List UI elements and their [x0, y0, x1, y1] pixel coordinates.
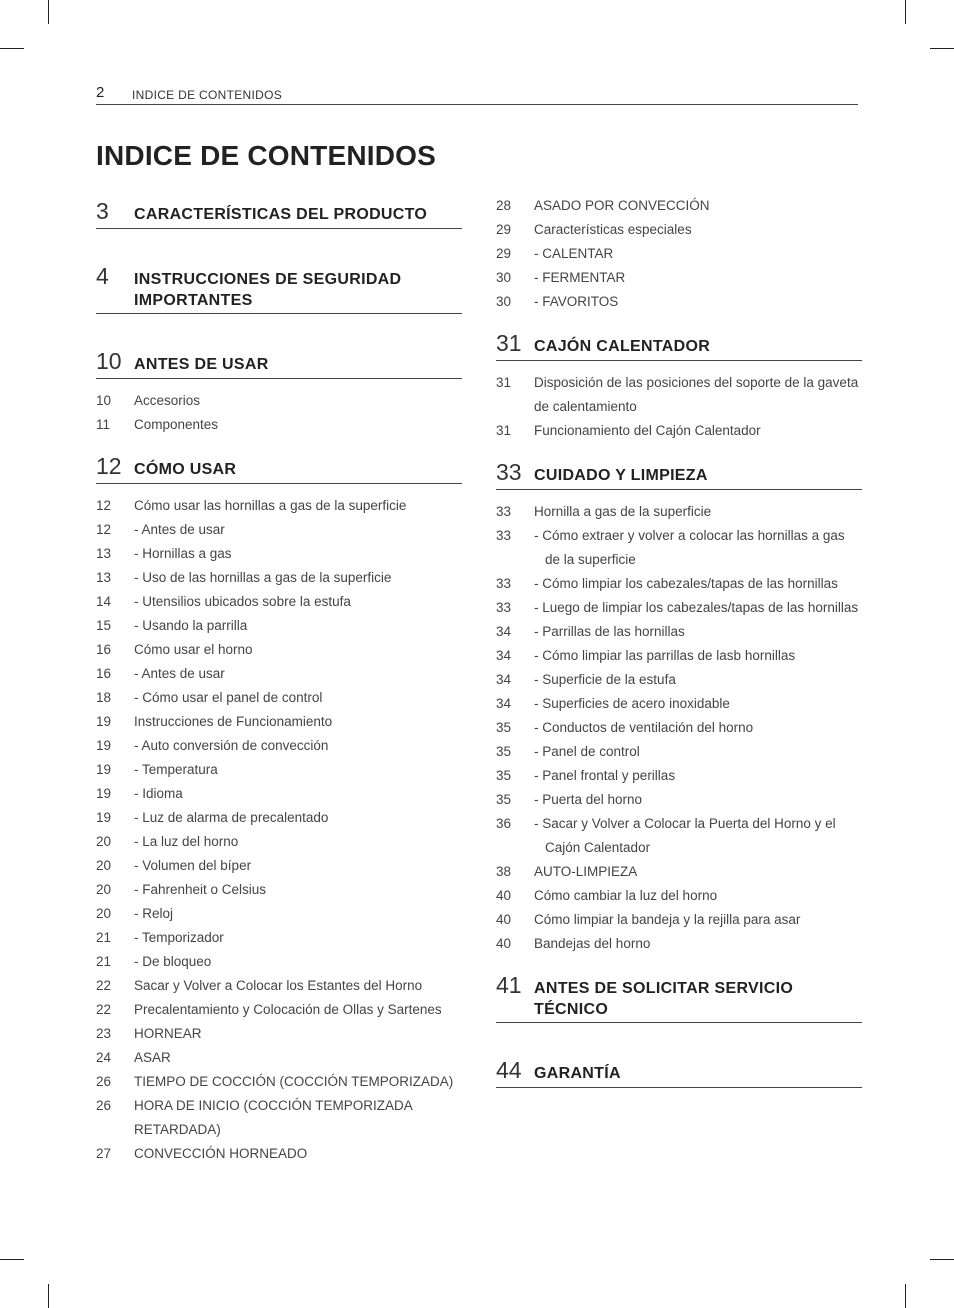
- toc-entry[interactable]: [496, 812, 862, 860]
- entry-page: 35: [496, 720, 512, 735]
- toc-entry[interactable]: [96, 638, 462, 662]
- entry-page: 16: [96, 642, 112, 657]
- toc-entry[interactable]: [96, 1094, 462, 1142]
- toc-entry[interactable]: [496, 692, 862, 716]
- toc-entry[interactable]: [496, 716, 862, 740]
- entry-page: 34: [496, 696, 512, 711]
- toc-section[interactable]: [496, 970, 862, 1023]
- entry-page: 20: [96, 906, 112, 921]
- toc-entry[interactable]: [96, 590, 462, 614]
- toc-entry[interactable]: [96, 1022, 462, 1046]
- toc-entry[interactable]: [496, 572, 862, 596]
- entry-text: - Volumen del bíper: [134, 858, 252, 873]
- crop-mark: [48, 1284, 49, 1308]
- entry-text: Características especiales: [534, 222, 692, 237]
- toc-entry[interactable]: [496, 194, 862, 218]
- entry-text: - Usando la parrilla: [134, 618, 248, 633]
- section-title: CARACTERÍSTICAS DEL PRODUCTO: [134, 206, 428, 223]
- entry-text: - Reloj: [134, 906, 174, 921]
- entry-page: 19: [96, 738, 112, 753]
- toc-entry[interactable]: [96, 662, 462, 686]
- toc-entry[interactable]: [96, 1142, 462, 1166]
- entry-text: Disposición de las posiciones del soporte de la gaveta de calentamiento: [534, 375, 859, 414]
- toc-entry[interactable]: [96, 1070, 462, 1094]
- toc-left-column: [96, 196, 462, 1166]
- entry-page: 19: [96, 786, 112, 801]
- entry-text: HORNEAR: [134, 1026, 202, 1041]
- toc-entry[interactable]: [96, 734, 462, 758]
- entry-page: 21: [96, 930, 112, 945]
- running-header: [96, 84, 858, 105]
- toc-entries: [496, 371, 862, 443]
- toc-entry[interactable]: [96, 854, 462, 878]
- entry-page: 26: [96, 1074, 112, 1089]
- crop-mark: [48, 0, 49, 24]
- entry-text: AUTO-LIMPIEZA: [534, 864, 638, 879]
- entry-page: 30: [496, 270, 512, 285]
- entry-page: 24: [96, 1050, 112, 1065]
- running-title: INDICE DE CONTENIDOS: [132, 88, 283, 102]
- toc-entry[interactable]: [496, 266, 862, 290]
- page-number: 2: [96, 84, 105, 101]
- entry-text: - Luz de alarma de precalentado: [134, 810, 329, 825]
- entry-text: - Panel frontal y perillas: [534, 768, 676, 783]
- entry-text: - Antes de usar: [134, 522, 225, 537]
- entry-text: - Sacar y Volver a Colocar la Puerta del Horno y el Cajón Calentador: [534, 816, 836, 855]
- toc-entry[interactable]: [496, 908, 862, 932]
- toc-section[interactable]: [96, 451, 462, 484]
- entry-page: 35: [496, 768, 512, 783]
- entry-text: - Temporizador: [134, 930, 224, 945]
- entry-page: 40: [496, 912, 512, 927]
- toc-section[interactable]: [496, 1055, 862, 1088]
- entry-text: - Idioma: [134, 786, 183, 801]
- toc-entry[interactable]: [96, 614, 462, 638]
- toc-entry[interactable]: [96, 542, 462, 566]
- entry-text: - Uso de las hornillas a gas de la superficie: [134, 570, 392, 585]
- section-page-number: 33: [496, 459, 522, 485]
- entry-page: 27: [96, 1146, 112, 1161]
- entry-text: Accesorios: [134, 393, 201, 408]
- toc-entry[interactable]: [96, 806, 462, 830]
- entry-text: ASAR: [134, 1050, 171, 1065]
- entry-text: HORA DE INICIO (COCCIÓN TEMPORIZADA RETARDADA): [134, 1098, 413, 1137]
- entry-text: - FERMENTAR: [534, 270, 626, 285]
- toc-entry[interactable]: [96, 926, 462, 950]
- entry-page: 12: [96, 498, 112, 513]
- entry-text: - CALENTAR: [534, 246, 614, 261]
- toc-entry[interactable]: [96, 782, 462, 806]
- entry-page: 19: [96, 810, 112, 825]
- toc-entry[interactable]: [496, 668, 862, 692]
- crop-mark: [0, 1259, 24, 1260]
- entry-text: - FAVORITOS: [534, 294, 619, 309]
- entry-text: - Luego de limpiar los cabezales/tapas de las hornillas: [534, 600, 859, 615]
- toc-entry[interactable]: [496, 371, 862, 419]
- toc-entry[interactable]: [496, 290, 862, 314]
- entry-text: - Conductos de ventilación del horno: [534, 720, 754, 735]
- section-title: ANTES DE USAR: [134, 356, 269, 373]
- toc-entry[interactable]: [96, 1046, 462, 1070]
- entry-text: - Cómo usar el panel de control: [134, 690, 323, 705]
- section-page-number: 31: [496, 330, 522, 356]
- entry-page: 22: [96, 1002, 112, 1017]
- section-title: CAJÓN CALENTADOR: [534, 338, 711, 355]
- entry-page: 22: [96, 978, 112, 993]
- entry-page: 20: [96, 882, 112, 897]
- entry-text: - Auto conversión de convección: [134, 738, 329, 753]
- section-title: CÓMO USAR: [134, 461, 237, 478]
- entry-page: 31: [496, 423, 512, 438]
- crop-mark: [905, 0, 906, 24]
- entry-text: Componentes: [134, 417, 219, 432]
- section-title: CUIDADO Y LIMPIEZA: [534, 467, 708, 484]
- entry-text: - Fahrenheit o Celsius: [134, 882, 267, 897]
- entry-page: 14: [96, 594, 112, 609]
- toc-section[interactable]: [96, 196, 462, 229]
- entry-text: - Superficies de acero inoxidable: [534, 696, 730, 711]
- entry-text: - Temperatura: [134, 762, 218, 777]
- entry-text: - Panel de control: [534, 744, 640, 759]
- entry-text: Bandejas del horno: [534, 936, 651, 951]
- toc-entry[interactable]: [96, 686, 462, 710]
- entry-page: 26: [96, 1098, 112, 1113]
- entry-text: - De bloqueo: [134, 954, 212, 969]
- crop-mark: [0, 48, 24, 49]
- toc-entry[interactable]: [96, 902, 462, 926]
- toc-entry[interactable]: [496, 644, 862, 668]
- entry-text: - Utensilios ubicados sobre la estufa: [134, 594, 351, 609]
- entry-page: 33: [496, 600, 512, 615]
- entry-text: - Cómo limpiar los cabezales/tapas de las hornillas: [534, 576, 838, 591]
- toc-entry[interactable]: [96, 389, 462, 413]
- entry-page: 33: [496, 504, 512, 519]
- entry-page: 35: [496, 744, 512, 759]
- toc-entry[interactable]: [96, 998, 462, 1022]
- toc-entry[interactable]: [96, 566, 462, 590]
- entry-page: 28: [496, 198, 512, 213]
- entry-text: - Antes de usar: [134, 666, 225, 681]
- entry-text: Hornilla a gas de la superficie: [534, 504, 712, 519]
- section-page-number: 44: [496, 1057, 522, 1083]
- entry-text: - Superficie de la estufa: [534, 672, 676, 687]
- entry-text: TIEMPO DE COCCIÓN (COCCIÓN TEMPORIZADA): [134, 1074, 454, 1089]
- page-title: INDICE DE CONTENIDOS: [96, 140, 437, 171]
- toc-entry[interactable]: [96, 950, 462, 974]
- entry-text: Funcionamiento del Cajón Calentador: [534, 423, 761, 438]
- entry-page: 23: [96, 1026, 112, 1041]
- entry-text: - Hornillas a gas: [134, 546, 232, 561]
- toc-right-column: [496, 196, 862, 1088]
- entry-page: 33: [496, 576, 512, 591]
- toc-entries: [496, 194, 862, 314]
- toc-entry[interactable]: [96, 878, 462, 902]
- entry-page: 40: [496, 888, 512, 903]
- entry-page: 19: [96, 762, 112, 777]
- entry-page: 30: [496, 294, 512, 309]
- toc-entry[interactable]: [96, 830, 462, 854]
- toc-entry[interactable]: [96, 974, 462, 998]
- toc-entry[interactable]: [496, 932, 862, 956]
- entry-page: 36: [496, 816, 512, 831]
- toc-entry[interactable]: [496, 500, 862, 524]
- entry-text: Precalentamiento y Colocación de Ollas y Sartenes: [134, 1002, 442, 1017]
- toc-section[interactable]: [96, 261, 462, 314]
- entry-page: 29: [496, 246, 512, 261]
- toc-entry[interactable]: [96, 494, 462, 518]
- entry-page: 31: [496, 375, 512, 390]
- entry-text: - Cómo limpiar las parrillas de lasb hornillas: [534, 648, 796, 663]
- toc-section[interactable]: [496, 457, 862, 490]
- entry-text: ASADO POR CONVECCIÓN: [534, 198, 710, 213]
- toc-entries: [96, 389, 462, 437]
- section-title: ANTES DE SOLICITAR SERVICIO TÉCNICO: [534, 980, 794, 1018]
- section-page-number: 41: [496, 972, 522, 998]
- toc-section[interactable]: [496, 328, 862, 361]
- toc-entry[interactable]: [96, 413, 462, 437]
- crop-mark: [930, 48, 954, 49]
- toc-section[interactable]: [96, 346, 462, 379]
- entry-text: Cómo usar el horno: [134, 642, 253, 657]
- section-page-number: 12: [96, 453, 122, 479]
- entry-text: - Parrillas de las hornillas: [534, 624, 685, 639]
- entry-text: - Cómo extraer y volver a colocar las hornillas a gas de la superficie: [534, 528, 845, 567]
- entry-page: 34: [496, 624, 512, 639]
- entry-text: Cómo limpiar la bandeja y la rejilla para asar: [534, 912, 801, 927]
- toc-entries: [496, 500, 862, 956]
- entry-page: 13: [96, 546, 112, 561]
- crop-mark: [930, 1259, 954, 1260]
- entry-page: 40: [496, 936, 512, 951]
- entry-page: 15: [96, 618, 112, 633]
- toc-entry[interactable]: [496, 764, 862, 788]
- entry-page: 18: [96, 690, 112, 705]
- entry-page: 21: [96, 954, 112, 969]
- entry-text: Instrucciones de Funcionamiento: [134, 714, 333, 729]
- entry-page: 13: [96, 570, 112, 585]
- toc-entry[interactable]: [496, 884, 862, 908]
- entry-page: 38: [496, 864, 512, 879]
- entry-text: CONVECCIÓN HORNEADO: [134, 1146, 308, 1161]
- section-page-number: 3: [96, 198, 109, 224]
- toc-entry[interactable]: [496, 740, 862, 764]
- crop-mark: [905, 1284, 906, 1308]
- entry-page: 20: [96, 834, 112, 849]
- entry-page: 33: [496, 528, 512, 543]
- entry-page: 19: [96, 714, 112, 729]
- section-page-number: 4: [96, 263, 109, 289]
- toc-entry[interactable]: [496, 788, 862, 812]
- toc-entry[interactable]: [96, 518, 462, 542]
- entry-page: 29: [496, 222, 512, 237]
- toc-entry[interactable]: [496, 860, 862, 884]
- entry-page: 16: [96, 666, 112, 681]
- entry-page: 35: [496, 792, 512, 807]
- toc-entry[interactable]: [496, 242, 862, 266]
- toc-entry[interactable]: [496, 524, 862, 572]
- entry-page: 11: [96, 417, 111, 432]
- toc-entry[interactable]: [496, 596, 862, 620]
- section-title: GARANTÍA: [534, 1065, 621, 1082]
- entry-page: 20: [96, 858, 112, 873]
- entry-page: 12: [96, 522, 112, 537]
- entry-text: - Puerta del horno: [534, 792, 643, 807]
- toc-entry[interactable]: [496, 620, 862, 644]
- toc-entry[interactable]: [96, 710, 462, 734]
- toc-entry[interactable]: [496, 419, 862, 443]
- entry-page: 34: [496, 648, 512, 663]
- entry-text: Cómo cambiar la luz del horno: [534, 888, 718, 903]
- toc-entry[interactable]: [96, 758, 462, 782]
- entry-page: 34: [496, 672, 512, 687]
- section-title: INSTRUCCIONES DE SEGURIDAD IMPORTANTES: [134, 271, 402, 309]
- entry-page: 10: [96, 393, 112, 408]
- entry-text: Sacar y Volver a Colocar los Estantes del Horno: [134, 978, 423, 993]
- entry-text: - La luz del horno: [134, 834, 239, 849]
- section-page-number: 10: [96, 348, 122, 374]
- entry-text: Cómo usar las hornillas a gas de la superficie: [134, 498, 407, 513]
- toc-entry[interactable]: [496, 218, 862, 242]
- toc-entries: [96, 494, 462, 1166]
